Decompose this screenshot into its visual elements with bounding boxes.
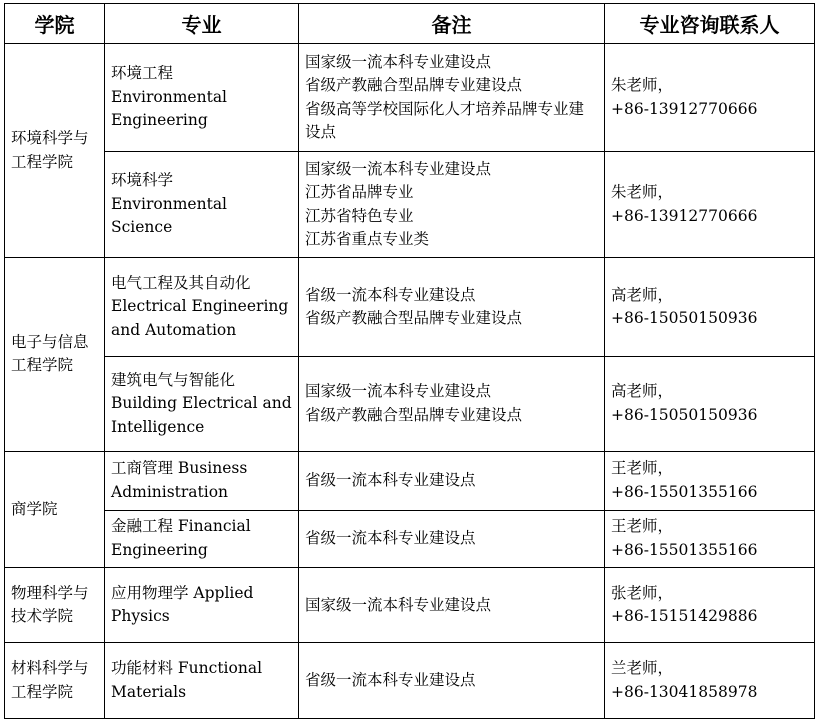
note-line: 省级一流本科专业建设点: [305, 670, 476, 689]
note-line: 江苏省重点专业类: [305, 230, 430, 249]
header-notes: 备注: [299, 4, 605, 44]
header-row: [5, 4, 815, 44]
note-line: 国家级一流本科专业建设点: [305, 595, 492, 614]
contact-cell: [605, 643, 815, 719]
major-cell: 功能材料 Functional Materials: [105, 643, 299, 719]
notes-cell: [299, 152, 605, 258]
contact-name: 兰老师，: [611, 659, 674, 678]
major-cell: 电气工程及其自动化 Electrical Engineering and Automation: [105, 258, 299, 357]
contact-phone: +86-13912770666: [611, 206, 758, 225]
notes-cell: [299, 258, 605, 357]
contact-name: 张老师，: [611, 583, 674, 602]
table-row: [5, 568, 815, 643]
note-line: 国家级一流本科专业建设点: [305, 52, 492, 71]
note-line: 省级一流本科专业建设点: [305, 529, 476, 548]
major-cell: 应用物理学 Applied Physics: [105, 568, 299, 643]
contact-phone: +86-13912770666: [611, 99, 758, 118]
note-line: 省级高等学校国际化人才培养品牌专业建设点: [305, 99, 585, 142]
contact-cell: [605, 44, 815, 152]
table-row: [5, 44, 815, 152]
note-line: 省级产教融合型品牌专业建设点: [305, 309, 523, 328]
contact-cell: [605, 357, 815, 452]
note-line: 省级一流本科专业建设点: [305, 471, 476, 490]
college-cell: 电子与信息工程学院: [5, 258, 105, 452]
major-cell: 工商管理 Business Administration: [105, 451, 299, 510]
note-line: 省级产教融合型品牌专业建设点: [305, 76, 523, 95]
note-line: 国家级一流本科专业建设点: [305, 159, 492, 178]
table-row: [5, 258, 815, 357]
contact-phone: +86-15151429886: [611, 607, 758, 626]
notes-cell: [299, 643, 605, 719]
note-line: 江苏省品牌专业: [305, 183, 414, 202]
notes-cell: [299, 451, 605, 510]
contact-cell: [605, 451, 815, 510]
note-line: 省级一流本科专业建设点: [305, 285, 476, 304]
contact-cell: [605, 568, 815, 643]
major-cell: 金融工程 Financial Engineering: [105, 510, 299, 567]
notes-cell: [299, 357, 605, 452]
majors-table: [4, 3, 815, 719]
college-cell: 环境科学与工程学院: [5, 44, 105, 258]
contact-cell: [605, 258, 815, 357]
table-row: [5, 357, 815, 452]
note-line: 省级产教融合型品牌专业建设点: [305, 405, 523, 424]
contact-name: 王老师，: [611, 517, 674, 536]
college-cell: 物理科学与技术学院: [5, 568, 105, 643]
note-line: 江苏省特色专业: [305, 206, 414, 225]
major-cell: 环境科学 Environmental Science: [105, 152, 299, 258]
contact-cell: [605, 510, 815, 567]
contact-phone: +86-15501355166: [611, 540, 758, 559]
contact-name: 朱老师，: [611, 183, 674, 202]
notes-cell: [299, 568, 605, 643]
table-row: [5, 643, 815, 719]
contact-phone: +86-15050150936: [611, 405, 758, 424]
college-cell: 材料科学与工程学院: [5, 643, 105, 719]
note-line: 国家级一流本科专业建设点: [305, 382, 492, 401]
header-major: 专业: [105, 4, 299, 44]
table-row: [5, 510, 815, 567]
contact-phone: +86-15050150936: [611, 309, 758, 328]
contact-name: 高老师，: [611, 382, 674, 401]
header-college: 学院: [5, 4, 105, 44]
contact-cell: [605, 152, 815, 258]
contact-phone: +86-13041858978: [611, 682, 758, 701]
notes-cell: [299, 44, 605, 152]
notes-cell: [299, 510, 605, 567]
major-cell: 建筑电气与智能化 Building Electrical and Intelligence: [105, 357, 299, 452]
contact-phone: +86-15501355166: [611, 482, 758, 501]
college-cell: 商学院: [5, 451, 105, 567]
header-contact: 专业咨询联系人: [605, 4, 815, 44]
table-row: [5, 451, 815, 510]
contact-name: 王老师，: [611, 459, 674, 478]
contact-name: 高老师，: [611, 285, 674, 304]
table-row: [5, 152, 815, 258]
contact-name: 朱老师，: [611, 76, 674, 95]
major-cell: 环境工程 Environmental Engineering: [105, 44, 299, 152]
